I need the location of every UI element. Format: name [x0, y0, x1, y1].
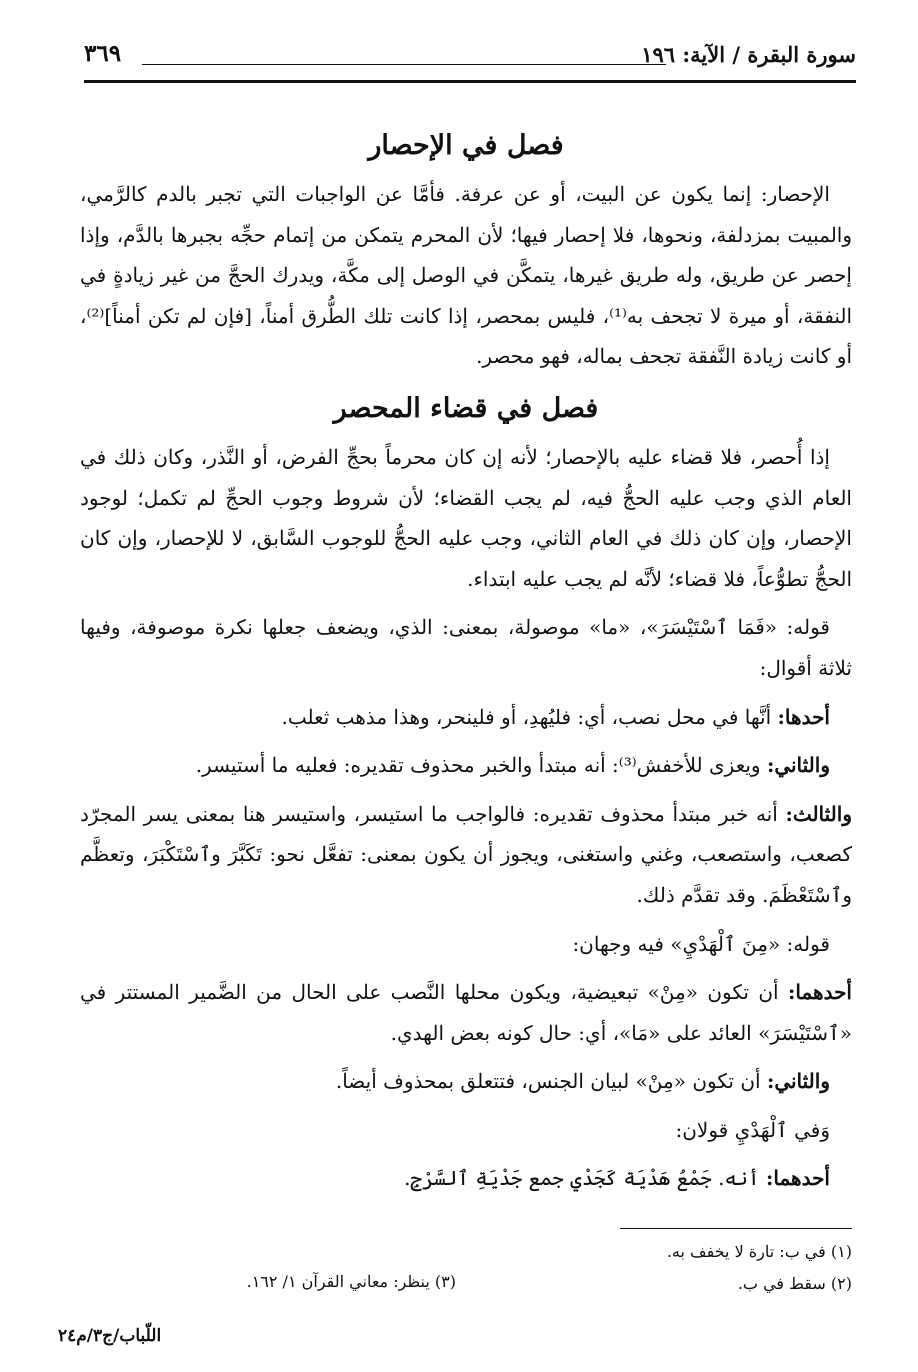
paragraph-second-aspect: [80, 1061, 852, 1102]
paragraph-lead: أحدهما:: [787, 980, 852, 1005]
paragraph-text: أن تكون «مِنْ» لبيان الجنس، فتتعلق بمحذوف أيضاً.: [335, 1069, 767, 1094]
paragraph-lead: أحدها:: [777, 704, 830, 729]
header-bottom-rule: [84, 80, 856, 83]
footnote-1: (١) في ب: تارة لا يخفف به.: [666, 1242, 852, 1261]
paragraph-text: أنه. جَمْعُ هَدْيَة كَجَدْي جمع جَدْيَةِ ٱلسَّرْجِ.: [404, 1166, 766, 1191]
paragraph-text: أنه خبر مبتدأ محذوف تقديره: فالواجب ما استيسر، واستيسر هنا بمعنى يسر المجرّد كصعب، واستصعب، وغني واستغنى، ويجوز أن يكون بمعنى: تفعَّل نحو: تَكَبَّرَ وٱسْتَكْبَرَ، وتعظَّم وٱسْتَعْظَمَ. وقد تقدَّم ذلك.: [80, 801, 852, 907]
paragraph-qawluhu-istaysara: قوله: «فَمَا ٱسْتَيْسَرَ»، «ما» موصولة، بمعنى: الذي، ويضعف جعلها نكرة موصوفة، وفيها ثلاثة أقوال:: [80, 615, 852, 680]
footnote-2: (٢) سقط في ب.: [737, 1274, 852, 1293]
paragraph-third-opinion: [80, 794, 852, 916]
paragraph-first-aspect: [80, 972, 852, 1053]
main-text: [80, 124, 852, 1199]
print-signature: اللّباب/ج٣/م٢٤: [58, 1326, 162, 1346]
page-header: [84, 40, 856, 80]
paragraph-qada: إذا أُحصر، فلا قضاء عليه بالإحصار؛ لأنه إن كان محرماً بحجِّ الفرض، أو النَّذر، وكان ذلك في العام الذي وجب عليه الحجُّ فيه، لم يجب القضاء؛ لأن شروط وجوب الحجِّ لم تكمل؛ لوجود الإحصار، وإن كان ذلك في العام الثاني، وجب عليه الحجُّ للوجوب السَّابق، لا للإحصار، وإن كان الحجُّ تطوُّعاً، فلا قضاء؛ لأنَّه لم يجب عليه ابتداء.: [80, 444, 852, 591]
footnote-rule: [620, 1228, 852, 1229]
paragraph-lead: والثاني:: [766, 753, 830, 778]
paragraph-first-opinion: [80, 697, 852, 738]
section-title-qada: فصل في قضاء المحصر: [333, 392, 599, 424]
paragraph-hadyi-two-views: وَفي ٱلْهَدْيِ قولان:: [675, 1117, 830, 1142]
paragraph-second-opinion: [80, 745, 852, 786]
footnote-3: (٣) ينظر: معاني القرآن ١/ ١٦٢.: [246, 1272, 456, 1291]
paragraph-text: ويعزى للأخفش⁽³⁾: أنه مبتدأ والخبر محذوف تقديره: فعليه ما أستيسر.: [195, 753, 767, 778]
paragraph-lead: والثالث:: [785, 801, 852, 826]
running-title: سورة البقرة / الآية: ١٩٦: [641, 42, 856, 67]
paragraph-text: أن تكون «مِنْ» تبعيضية، ويكون محلها النَّصب على الحال من الضَّمير المستتر في «ٱسْتَيْسَرَ» العائد على «مَا»، أي: حال كونه بعض الهدي.: [80, 980, 852, 1045]
paragraph-text: أنَّها في محل نصب، أي: فليُهدِ، أو فلينحر، وهذا مذهب ثعلب.: [281, 704, 778, 729]
paragraph-hadyi-first-view: [80, 1158, 852, 1199]
paragraph-qawluhu-hadyi: قوله: «مِنَ ٱلْهَدْيِ» فيه وجهان:: [572, 931, 830, 956]
page-number: ٣٦٩: [84, 40, 122, 67]
section-title-ihsar: فصل في الإحصار: [368, 130, 564, 161]
paragraph-lead: أحدهما:: [765, 1166, 830, 1191]
paragraph-lead: والثاني:: [766, 1069, 830, 1094]
header-rule: [142, 64, 666, 65]
paragraph-ihsar: الإحصار: إنما يكون عن البيت، أو عن عرفة. فأمَّا عن الواجبات التي تجبر بالدم كالرَّمي، والمبيت بمزدلفة، ونحوها، فلا إحصار فيها؛ لأن المحرم يتمكن من إتمام حجِّه بجبرها بالدَّم، وإذا إحصر عن طريق، وله طريق غيرها، يتمكَّن في الوصل إلى مكَّة، ويدرك الحجَّ من غير زيادةٍ في النفقة، أو ميرة لا تجحف به⁽¹⁾، فليس بمحصر، إذا كانت تلك الطُّرق أمناً، [فإن لم تكن أمناً]⁽²⁾، أو كانت زيادة النَّفقة تجحف بماله، فهو محصر.: [80, 182, 853, 369]
